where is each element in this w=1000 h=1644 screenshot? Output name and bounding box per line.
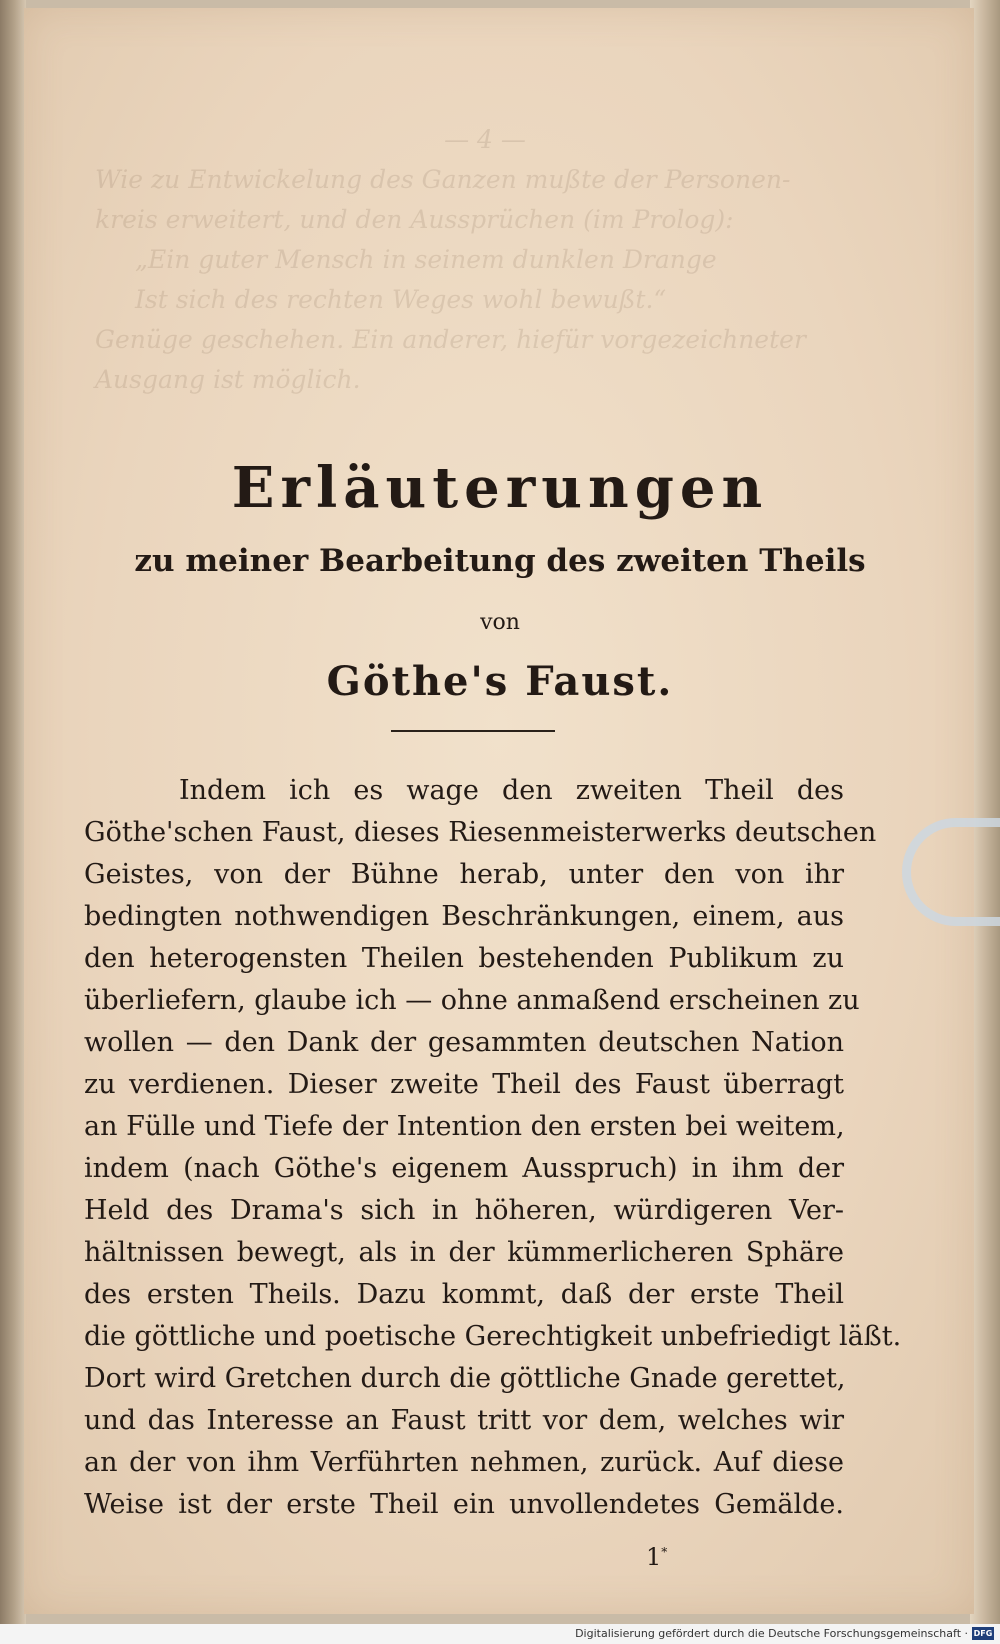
text-line: überliefern, glaube ich — ohne anmaßend erscheinen zu [84,985,860,1016]
text-line: die göttliche und poetische Gerechtigkeit unbefriedigt läßt. [84,1321,902,1352]
text-line: Indem ich es wage den zweiten Theil des [179,775,844,806]
book-left-edge [0,0,26,1644]
text-line: an Fülle und Tiefe der Intention den ersten bei weitem, [84,1111,845,1142]
text-line: hältnissen bewegt, als in der kümmerlicheren Sphäre [84,1237,844,1268]
work-title: Göthe's Faust. [326,658,674,705]
text-line: indem (nach Göthe's eigenem Ausspruch) in ihm der [84,1153,844,1184]
text-line: den heterogensten Theilen bestehenden Publikum zu [84,943,844,974]
text-line: wollen — den Dank der gesammten deutschen Nation [84,1027,844,1058]
dfg-logo-icon: DFG [973,1629,993,1638]
chapter-title: Erläuterungen [231,455,769,521]
signature-mark [646,1543,667,1571]
text-line: Held des Drama's sich in höheren, würdigeren Ver- [84,1195,844,1226]
signature-number: 1 [646,1543,662,1571]
text-line: des ersten Theils. Dazu kommt, daß der erste Theil [84,1279,844,1310]
text-line: an der von ihm Verführten nehmen, zurück. Auf diese [84,1447,844,1478]
text-line: Dort wird Gretchen durch die göttliche Gnade gerettet, [84,1363,846,1394]
text-line: Göthe'schen Faust, dieses Riesenmeisterwerks deutschen [84,817,877,848]
paper-clip [902,818,1000,926]
chapter-subtitle: zu meiner Bearbeitung des zweiten Theils [134,543,866,579]
signature-asterisk: * [661,1545,668,1559]
body-paragraph [84,770,902,1526]
preposition-von: von [480,610,520,635]
title-divider [391,730,555,732]
text-line: und das Interesse an Faust tritt vor dem, welches wir [84,1405,844,1436]
text-line: zu verdienen. Dieser zweite Theil des Faust überragt [84,1069,844,1100]
text-line: Geistes, von der Bühne herab, unter den von ihr [84,859,844,890]
text-line: bedingten nothwendigen Beschränkungen, einem, aus [84,901,844,932]
digitization-credit: Digitalisierung gefördert durch die Deutsche Forschungsgemeinschaft · [575,1627,968,1640]
text-line: Weise ist der erste Theil ein unvollendetes Gemälde. [84,1489,844,1520]
